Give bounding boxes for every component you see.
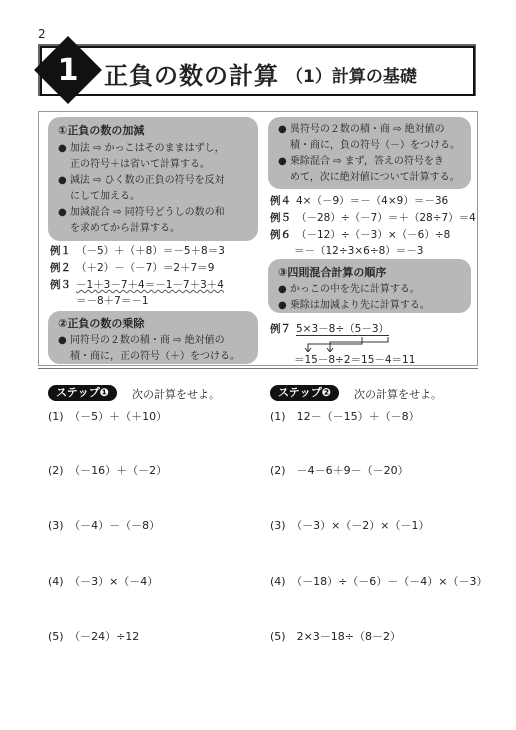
step-2-instruction: 次の計算をせよ。	[354, 388, 442, 401]
bullet-item: ● 減法 ⇨ ひく数の正負の符号を反対	[58, 175, 225, 186]
problem: (2) －4－6＋9－（－20）	[270, 464, 409, 477]
bullet-item: ● 乗除混合 ⇨ まず，答えの符号をき	[278, 156, 444, 167]
problem: (3) （－3）×（－2）×（－1）	[270, 519, 430, 532]
problem: (4) （－3）×（－4）	[48, 575, 159, 588]
example-3	[50, 277, 224, 292]
panel-title: ③四則混合計算の順序	[278, 266, 387, 279]
order-arrows-icon	[292, 336, 412, 352]
page-number: 2	[38, 27, 46, 41]
example-6	[270, 227, 450, 242]
example-2	[50, 260, 214, 275]
section-divider	[38, 368, 478, 369]
example-label: 例３	[50, 279, 71, 291]
bullet-cont: 積・商に，負の符号（－）をつける。	[290, 140, 460, 151]
problem: (5) 2×3－18÷（8－2）	[270, 630, 402, 643]
problem: (3) （－4）－（－8）	[48, 519, 161, 532]
bullet-item: ● 異符号の２数の積・商 ⇨ 絶対値の	[278, 124, 445, 135]
bullet-cont: めて，次に絶対値について計算する。	[290, 172, 460, 183]
example-4	[270, 193, 448, 208]
example-3-cont: ＝－8＋7＝－1	[76, 295, 149, 307]
step-1-badge: ステップ❶	[48, 385, 117, 401]
step-2-badge: ステップ❷	[270, 385, 339, 401]
chapter-title: 正負の数の計算	[104, 62, 279, 90]
example-6-cont: ＝－（12÷3×6÷8）＝－3	[294, 245, 424, 257]
panel-mul	[48, 311, 258, 364]
example-expr: 5×3－8÷（5－3）	[296, 323, 389, 335]
bullet-item: ● 加減混合 ⇨ 同符号どうしの数の和	[58, 207, 225, 218]
example-1	[50, 243, 225, 258]
example-5	[270, 210, 476, 225]
problem: (1) 12－（－15）＋（－8）	[270, 410, 420, 423]
example-expr: －1＋3－7＋4＝－1－7＋3＋4	[76, 279, 224, 291]
example-expr: （－12）÷（－3）×（－6）÷8	[296, 229, 451, 241]
bullet-item: ● 同符号の２数の積・商 ⇨ 絶対値の	[58, 335, 225, 346]
bullet-cont: にして加える。	[70, 191, 140, 202]
bullet-cont: 正の符号＋は省いて計算する。	[70, 159, 210, 170]
panel-diffsign	[268, 117, 471, 189]
example-7-cont: ＝15－8÷2＝15－4＝11	[294, 354, 416, 366]
example-label: 例４	[270, 195, 291, 207]
example-label: 例６	[270, 229, 291, 241]
step-1-instruction: 次の計算をせよ。	[132, 388, 220, 401]
example-label: 例２	[50, 262, 71, 274]
example-label: 例７	[270, 323, 291, 335]
example-label: 例１	[50, 245, 71, 257]
problem: (4) （－18）÷（－6）－（－4）×（－3）	[270, 575, 488, 588]
bullet-cont: 積・商に，正の符号（＋）をつける。	[70, 351, 240, 362]
example-expr: 4×（－9）＝－（4×9）＝－36	[296, 195, 449, 207]
panel-addsub	[48, 117, 258, 241]
bullet-cont: を求めてから計算する。	[70, 223, 180, 234]
bullet-item: ● かっこの中を先に計算する。	[278, 284, 420, 295]
problem: (1) （－5）＋（＋10）	[48, 410, 168, 423]
example-7	[270, 321, 389, 336]
problem: (2) （－16）＋（－2）	[48, 464, 168, 477]
bullet-item: ● 加法 ⇨ かっこはそのままはずし，	[58, 143, 225, 154]
chapter-number: 1	[57, 53, 79, 88]
problem: (5) （－24）÷12	[48, 630, 140, 643]
chapter-subtitle: （1）計算の基礎	[286, 67, 417, 87]
panel-mixed	[268, 259, 471, 313]
panel-title: ①正負の数の加減	[58, 124, 145, 137]
bullet-item: ● 乗除は加減より先に計算する。	[278, 300, 430, 311]
example-label: 例５	[270, 212, 291, 224]
example-expr: （＋2）－（－7）＝2＋7＝9	[76, 262, 215, 274]
example-expr: （－28）÷（－7）＝＋（28÷7）＝4	[296, 212, 476, 224]
panel-title: ②正負の数の乗除	[58, 317, 145, 330]
example-expr: （－5）＋（＋8）＝－5＋8＝3	[76, 245, 225, 257]
